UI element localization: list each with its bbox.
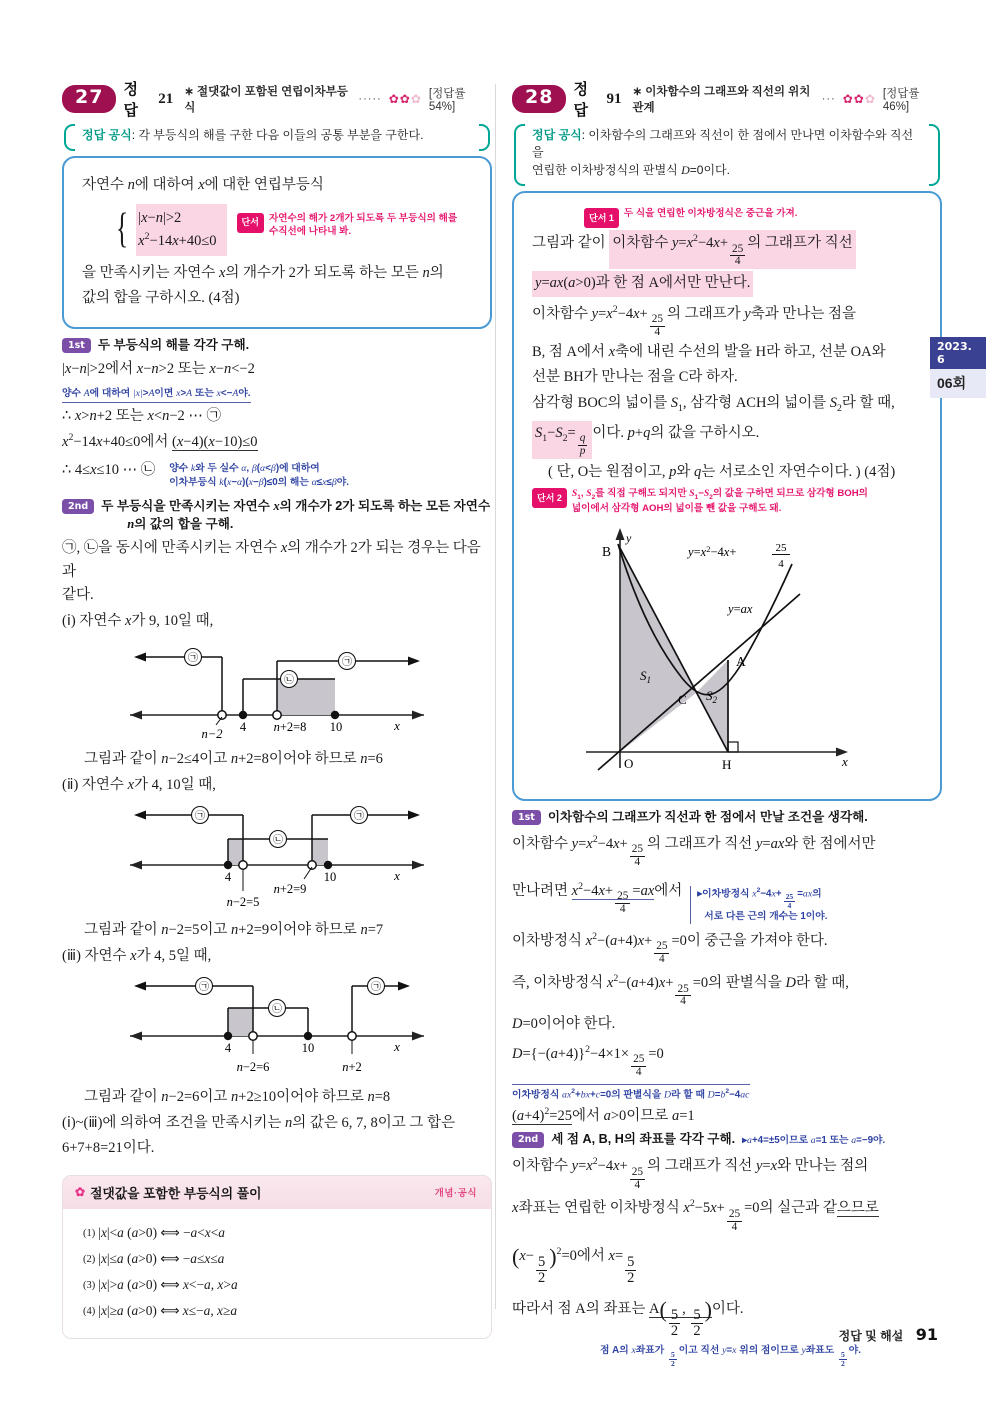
solution-line-1: 이차함수 $y=x^2-4x+$ $\frac{25}{4}$ 의 그래프가 직선 y=ax와 한 점에서만: [512, 833, 876, 869]
problem-28-statement-box: [512, 191, 942, 801]
region-S2-label: $S_2$: [706, 687, 717, 705]
step-1st: [512, 808, 942, 827]
solution-line-3: $x^2-14x+40\le 0$에서 (x−4)(x−10)≤0: [62, 432, 258, 451]
step-text: 이차함수의 그래프가 직선과 한 점에서 만날 조건을 생각해.: [547, 809, 868, 824]
svg-text:n+2: n+2: [342, 1060, 362, 1075]
x-axis-label: x: [842, 753, 848, 769]
svg-text:x: x: [394, 868, 400, 884]
problem-28-column: [512, 81, 942, 1368]
difficulty-stars: ✿✿✿: [388, 92, 422, 106]
page-footer: [0, 1325, 1000, 1345]
svg-text:10: 10: [301, 1041, 315, 1056]
solution-line-1: |x−n|>2에서 x−n>2 또는 x−n<−2: [62, 360, 255, 377]
solution-note-4: 점 A의 x좌표가 $\frac{5}{2}$ 이고 직선 y=x 위의 점이므로 y좌표도 $\frac{5}{2}$ 야.: [600, 1345, 861, 1368]
svg-text:㉠: ㉠: [342, 657, 352, 669]
case-3-label: (ⅲ) 자연수 x가 4, 5일 때,: [62, 947, 212, 964]
step-1st: [62, 336, 492, 355]
problem-27-column: [62, 81, 492, 1339]
step-text: 세 점 A, B, H의 좌표를 각각 구해.: [551, 1132, 736, 1147]
problem-28-header: [512, 81, 942, 119]
side-tab: [930, 337, 986, 398]
line-label: y=ax: [728, 601, 753, 616]
concept-body: [63, 1209, 491, 1339]
solution-line-2: ∴ x>n+2 또는 x<n−2 ⋯ ㉠: [62, 407, 221, 424]
answer-formula-strip: [512, 123, 942, 183]
figure-numberline-3: [62, 974, 492, 1082]
statement-line-8: ( 단, O는 원점이고, p와 q는 서로소인 자연수이다. ) (4점): [548, 463, 896, 480]
column-divider: [495, 84, 496, 1309]
step-tag: 1st: [62, 338, 91, 354]
step-text: 두 부등식을 만족시키는 자연수 x의 개수가 2가 되도록 하는 모든 자연수 n의 값의 합을 구해.: [101, 498, 491, 532]
figure-numberline-2: [62, 803, 492, 915]
difficulty-stars: ✿✿✿: [842, 92, 876, 106]
final-line-2: 6+7+8=21이다.: [62, 1140, 155, 1157]
statement-line-1: 그림과 같이 이차함수 $y=x^2-4x+$ $\frac{25}{4}$ 의 그래프가 직선: [532, 230, 924, 269]
statement-hint: [237, 212, 458, 239]
problem-27-header: [62, 81, 492, 119]
point-O-label: O: [624, 755, 634, 771]
concept-item: (3) |x|>a (a>0) ⟺ x<−a, x>a: [83, 1276, 238, 1292]
svg-text:㉠: ㉠: [354, 811, 364, 823]
statement-line-7: $S_1-S_2=$ $\frac{q}{p}$ 이다. p+q의 값을 구하시오.: [532, 421, 924, 459]
point-B-label: B: [602, 543, 612, 559]
solution-line-11: 따라서 점 A의 좌표는 A( $\frac{5}{2}$ , $\frac{5}{2}$ )이다.: [512, 1296, 744, 1340]
parabola-label: [686, 542, 790, 570]
statement-line-2: 을 만족시키는 자연수 x의 개수가 2가 되도록 하는 모든 n의: [82, 264, 444, 281]
flower-icon: ✿: [75, 1185, 86, 1200]
statement-line-1: 자연수 n에 대하여 x에 대한 연립부등식: [82, 177, 324, 194]
y-axis-label: y: [626, 530, 632, 545]
svg-text:n−2=5: n−2=5: [226, 895, 260, 910]
formula-keyword: 정답 공식: [532, 128, 582, 142]
svg-text:25: 25: [775, 541, 787, 554]
step-text: 두 부등식의 해를 각각 구해.: [97, 337, 250, 352]
case-2-conclusion: 그림과 같이 n−2=5이고 n+2=9이어야 하므로 n=7: [84, 922, 384, 939]
step-tag: 2nd: [512, 1132, 544, 1148]
point-C-label: C: [678, 691, 687, 707]
statement-line-3: 값의 합을 구하시오. (4점): [82, 290, 240, 307]
answer-label: 정답: [123, 81, 138, 119]
concept-item: (4) |x|≥a (a>0) ⟺ x≤−a, x≥a: [83, 1303, 238, 1319]
footer-label: 정답 및 해설: [838, 1329, 904, 1343]
svg-text:n−2=6: n−2=6: [236, 1060, 270, 1075]
solution-line-5: ㉠, ㉡을 동시에 만족시키는 자연수 x의 개수가 2가 되는 경우는 다음과 같다.: [62, 540, 481, 604]
svg-text:x: x: [394, 1039, 400, 1055]
problem-number-badge: 28: [512, 85, 566, 113]
solution-note-2: 양수 k와 두 실수 α, β(α<β)에 대하여 이차부등식 k(x−α)(x−β)≤0의 해는 α≤x≤β야.: [169, 462, 349, 488]
svg-text:㉡: ㉡: [273, 835, 283, 847]
solution-line-3: 이차방정식 $x^2-(a+4)x+$ $\frac{25}{4}$ =0이 중근을 가져야 한다.: [512, 931, 828, 966]
solution-line-5: D=0이어야 한다.: [512, 1016, 616, 1033]
svg-text:10: 10: [329, 720, 343, 735]
hint-text: 자연수의 해가 2개가 되도록 두 부등식의 해를 수직선에 나타내 봐.: [268, 212, 458, 238]
problem-27-statement-box: [62, 156, 492, 328]
statement-line-5: 선분 BH가 만나는 점을 C라 하자.: [532, 369, 738, 386]
svg-text:4: 4: [224, 870, 232, 885]
step-2nd: [512, 1130, 942, 1149]
solution-line-8: 이차함수 $y=x^2-4x+$ $\frac{25}{4}$ 의 그래프가 직선 y=x와 만나는 점의: [512, 1156, 869, 1191]
step-2nd: [62, 497, 492, 535]
svg-text:㉠: ㉠: [371, 982, 381, 994]
statement-hint-2: [532, 487, 924, 515]
solution-line-2: 만나려면 $x^2-4x+$ $\frac{25}{4}$ =ax에서: [512, 880, 683, 916]
dots-leader: ···: [821, 93, 836, 105]
hint-text: 두 식을 연립한 이차방정식은 중근을 가져.: [623, 208, 798, 220]
correct-rate: [정답률 46%]: [882, 88, 920, 113]
svg-text:㉡: ㉡: [272, 1004, 282, 1016]
inequality-2: $x^2-14x+40\le 0$: [138, 231, 217, 250]
system-of-inequalities: { |x−n|>2 $x^2-14x+40\le 0$: [112, 204, 227, 256]
case-2-label: (ⅱ) 자연수 x가 4, 10일 때,: [62, 776, 216, 793]
svg-text:4: 4: [239, 720, 247, 735]
statement-line-3: 이차함수 $y=x^2-4x+$ $\frac{25}{4}$ 의 그래프가 y축과 만나는 점을: [532, 303, 857, 338]
hint-tag: 단서: [237, 213, 264, 233]
formula-keyword: 정답 공식: [82, 128, 132, 142]
solution-note-3: ▸a+4=±5이므로 a=1 또는 a=−9야.: [742, 1135, 886, 1147]
hint-text: $S_1$, $S_2$를 직접 구해도 되지만 $S_1-S_2$의 값을 구하면 되므로 삼각형 BOH의 넓이에서 삼각형 AOH의 넓이를 뺀 값을 구해도 돼.: [571, 488, 868, 515]
svg-text:n+2=9: n+2=9: [273, 882, 307, 897]
figure-parabola-line: [532, 520, 924, 785]
problem-topic: ∗ 이차함수의 그래프와 직선의 위치 관계: [632, 86, 811, 114]
concept-item: (1) |x|<a (a>0) ⟺ −a<x<a: [83, 1224, 225, 1240]
svg-text:㉠: ㉠: [199, 982, 209, 994]
page-number: 91: [915, 1325, 938, 1344]
hint-tag: 단서 2: [532, 488, 567, 508]
final-line-1: (ⅰ)~(ⅲ)에 의하여 조건을 만족시키는 n의 값은 6, 7, 8이고 그 합은: [62, 1114, 456, 1131]
case-1-label: (ⅰ) 자연수 x가 9, 10일 때,: [62, 612, 214, 629]
solution-line-7: $(a+4)^2=25$에서 a>0이므로 a=1: [512, 1106, 695, 1124]
statement-line-2: y=ax(a>0)과 한 점 A에서만 만난다.: [532, 271, 924, 296]
concept-item: (2) |x|≤a (a>0) ⟺ −a≤x≤a: [83, 1250, 225, 1266]
solution-line-4: 즉, 이차방정식 $x^2-(a+4)x+$ $\frac{25}{4}$ =0의 판별식을 D라 할 때,: [512, 973, 849, 1008]
inequality-1: |x−n|>2: [138, 209, 182, 226]
region-S1-label: $S_1$: [640, 667, 651, 685]
problem-topic: ∗ 절댓값이 포함된 연립이차부등식: [184, 86, 348, 114]
side-tab-year: 2023. 6: [930, 337, 986, 369]
solution-line-6: $D=\{-(a+4)\}^2-4\times 1\times$ $\frac{25}{4}$ =0: [512, 1043, 664, 1079]
svg-text:4: 4: [778, 557, 784, 570]
answer-label: 정답: [573, 81, 588, 119]
case-3-conclusion: 그림과 같이 n−2=6이고 n+2≥10이어야 하므로 n=8: [84, 1089, 391, 1106]
solution-note-1: ▸이차방정식 $x^2-4x+$ $\frac{25}{4}$ =ax의 서로 다른 근의 개수는 1이야.: [690, 886, 827, 924]
svg-text:4: 4: [224, 1041, 232, 1056]
point-H-label: H: [722, 756, 732, 772]
concept-title: ✿ 절댓값을 포함한 부등식의 풀이: [75, 1185, 262, 1201]
svg-text:㉠: ㉠: [188, 653, 198, 665]
case-1-conclusion: 그림과 같이 n−2≤4이고 n+2=8이어야 하므로 n=6: [84, 751, 383, 768]
side-tab-episode: 06회: [930, 369, 986, 398]
formula-text-1: : 이차함수의 그래프와 직선이 한 점에서 만나면 이차함수와 직선을: [532, 128, 914, 160]
answer-formula-strip: [62, 123, 492, 148]
step-tag: 2nd: [62, 499, 94, 515]
concept-header: [63, 1176, 491, 1209]
svg-text:㉡: ㉡: [284, 675, 294, 687]
svg-text:10: 10: [323, 870, 337, 885]
formula-text: : 각 부등식의 해를 구한 다음 이들의 공통 부분을 구한다.: [131, 128, 424, 142]
hint-tag: 단서 1: [584, 208, 619, 228]
svg-text:y=x2−4x+: $y=x^2-4x+$: [688, 543, 737, 559]
svg-text:㉠: ㉠: [195, 811, 205, 823]
step-tag: 1st: [512, 810, 541, 826]
solution-line-4: ∴ 4≤x≤10 ⋯ ㉡: [62, 461, 156, 478]
figure-numberline-1: [62, 639, 492, 744]
solution-note-2: 이차방정식 $ax^2+bx+c=0$의 판별식을 D라 할 때 $D=b^2-4ac$: [512, 1084, 750, 1102]
answer-value: 21: [158, 90, 174, 107]
solution-line-10: (x− $\frac{5}{2}$ )$^2$=0에서 x= $\frac{5}{2}$: [512, 1243, 635, 1287]
solution-line-9: x좌표는 연립한 이차방정식 $x^2-5x+$ $\frac{25}{4}$ =0의 실근과 같으므로: [512, 1198, 879, 1233]
problem-number-badge: 27: [62, 85, 116, 113]
dots-leader: ·····: [358, 93, 382, 105]
point-A-label: A: [736, 653, 746, 669]
statement-line-4: B, 점 A에서 x축에 내린 수선의 발을 H라 하고, 선분 OA와: [532, 343, 886, 360]
statement-line-6: 삼각형 BOC의 넓이를 $S_1$, 삼각형 ACH의 넓이를 $S_2$라 할 때,: [532, 394, 895, 414]
formula-text-2: 연립한 이차방정식의 판별식 D=0이다.: [532, 162, 730, 177]
concept-box: [62, 1175, 492, 1340]
correct-rate: [정답률 54%]: [428, 88, 466, 113]
answer-value: 91: [606, 90, 622, 107]
svg-text:n−2: n−2: [201, 727, 223, 742]
statement-hint-1: [584, 207, 924, 228]
svg-text:x: x: [394, 718, 400, 734]
solution-note-1: 양수 A에 대하여 |x|>A이면 x>A 또는 x<−A야.: [62, 387, 251, 403]
svg-text:n+2=8: n+2=8: [273, 720, 307, 735]
concept-tag: 개념·공식: [434, 1188, 477, 1200]
